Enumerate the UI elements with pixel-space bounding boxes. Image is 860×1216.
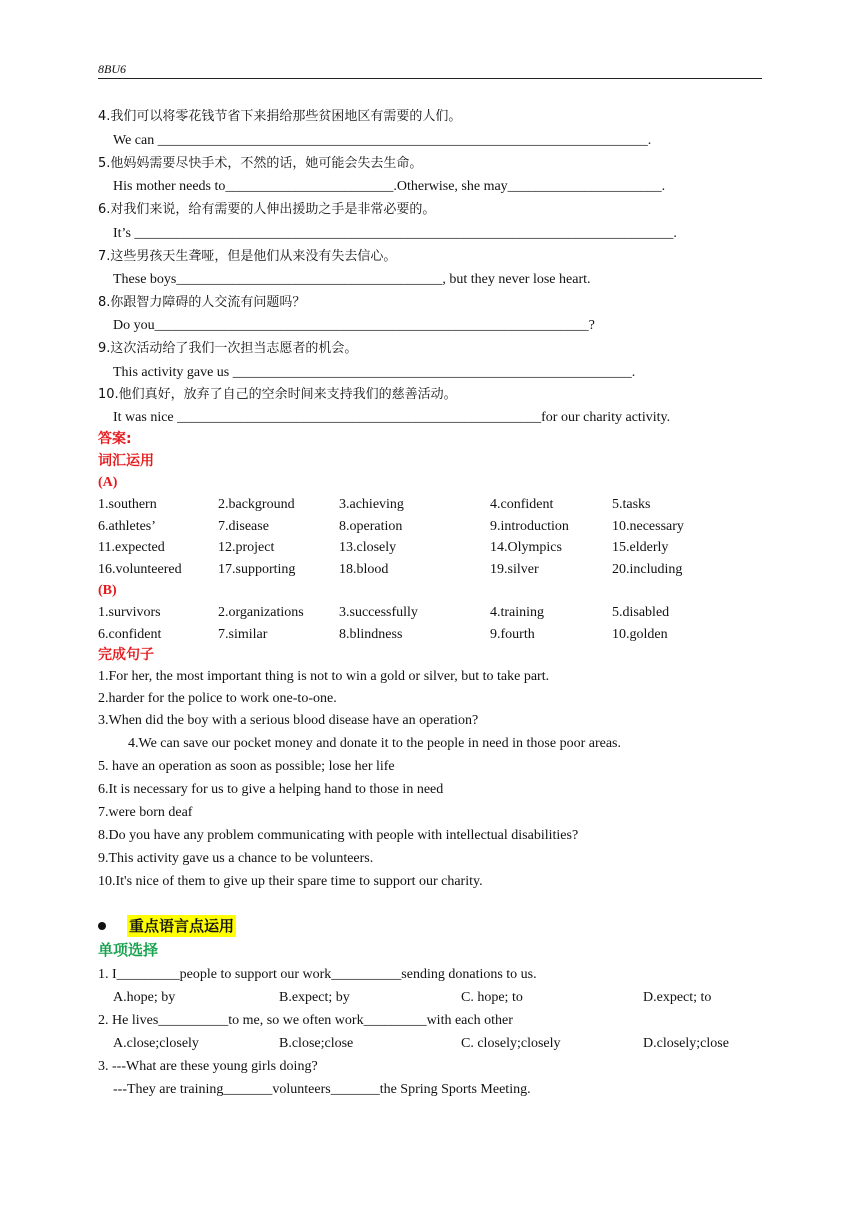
answer-item: 18.blood bbox=[339, 562, 389, 578]
mc-question: 2. He lives__________to me, so we often work_________with each other bbox=[98, 1013, 513, 1028]
answer-item: 2.background bbox=[218, 497, 295, 512]
complete-title: 完成句子 bbox=[98, 647, 154, 663]
part-a-grid bbox=[98, 494, 738, 581]
mc-option: B.expect; by bbox=[279, 990, 350, 1005]
sentence-blank: We can ______________________________________________________________________. bbox=[113, 133, 652, 148]
answer-item: 6.athletes’ bbox=[98, 518, 156, 534]
sentence-prompt: 10.他们真好，放弃了自己的空余时间来支持我们的慈善活动。 bbox=[98, 387, 457, 402]
answer-item: 10.golden bbox=[612, 626, 668, 642]
answer-item: 1.southern bbox=[98, 497, 157, 512]
answer-item: 5.tasks bbox=[612, 497, 651, 512]
sentence-prompt: 5.他妈妈需要尽快手术，不然的话，她可能会失去生命。 bbox=[98, 156, 423, 171]
answer-item: 19.silver bbox=[490, 562, 539, 578]
mc-option: B.close;close bbox=[279, 1036, 354, 1051]
complete-answer: 1.For her, the most important thing is not to win a gold or silver, but to take part. bbox=[98, 669, 550, 684]
answer-item: 8.operation bbox=[339, 518, 403, 534]
complete-answer: 8.Do you have any problem communicating with people with intellectual disabilities? bbox=[98, 828, 579, 843]
answer-item: 9.fourth bbox=[490, 626, 535, 642]
answer-item: 15.elderly bbox=[612, 540, 669, 556]
answer-item: 13.closely bbox=[339, 540, 397, 556]
sentence-blank: It was nice ____________________________________________________for our charity activity. bbox=[113, 410, 671, 425]
answer-item: 7.similar bbox=[218, 626, 268, 642]
sentence-prompt: 4.我们可以将零花钱节省下来捐给那些贫困地区有需要的人们。 bbox=[98, 109, 462, 124]
sentence-prompt: 9.这次活动给了我们一次担当志愿者的机会。 bbox=[98, 341, 358, 356]
complete-answer: 10.It's nice of them to give up their spare time to support our charity. bbox=[98, 874, 483, 889]
answer-item: 9.introduction bbox=[490, 518, 569, 534]
complete-answer: 6.It is necessary for us to give a helping hand to those in need bbox=[98, 782, 444, 797]
vocab-title: 词汇运用 bbox=[98, 453, 154, 469]
answer-item: 14.Olympics bbox=[490, 540, 562, 556]
sentence-prompt: 8.你跟智力障碍的人交流有问题吗？ bbox=[98, 295, 306, 310]
page-header: 8BU6 bbox=[98, 62, 126, 76]
complete-answer: 2.harder for the police to work one-to-one. bbox=[98, 691, 337, 706]
answer-item: 8.blindness bbox=[339, 626, 403, 642]
answer-item: 2.organizations bbox=[218, 605, 304, 620]
answer-item: 16.volunteered bbox=[98, 562, 182, 578]
complete-answer: 5. have an operation as soon as possible; lose her life bbox=[98, 759, 395, 774]
complete-answer: 3.When did the boy with a serious blood disease have an operation? bbox=[98, 713, 479, 728]
part-a-label: (A) bbox=[98, 475, 118, 490]
answer-item: 3.successfully bbox=[339, 605, 418, 620]
sentence-blank: These boys______________________________________, but they never lose heart. bbox=[113, 272, 591, 287]
mc-option: D.closely;close bbox=[643, 1036, 729, 1051]
complete-answer: 9.This activity gave us a chance to be volunteers. bbox=[98, 851, 374, 866]
sentence-blank: His mother needs to________________________.Otherwise, she may______________________. bbox=[113, 179, 666, 194]
answer-item: 17.supporting bbox=[218, 562, 296, 578]
header-divider bbox=[98, 78, 762, 79]
complete-answer: 7.were born deaf bbox=[98, 805, 193, 820]
answer-item: 3.achieving bbox=[339, 497, 404, 512]
answer-item: 7.disease bbox=[218, 518, 269, 534]
answer-item: 10.necessary bbox=[612, 518, 684, 534]
part-b-grid bbox=[98, 602, 738, 645]
answer-item: 4.training bbox=[490, 605, 545, 620]
sentence-blank: Do you______________________________________________________________? bbox=[113, 318, 595, 333]
bullet-icon bbox=[98, 922, 106, 930]
answer-item: 1.survivors bbox=[98, 605, 161, 620]
answer-row bbox=[98, 537, 738, 559]
answer-item: 11.expected bbox=[98, 540, 165, 556]
mc-option: C. hope; to bbox=[461, 990, 523, 1005]
mc-title: 单项选择 bbox=[98, 941, 159, 959]
answer-row bbox=[98, 559, 738, 581]
answer-item: 5.disabled bbox=[612, 605, 670, 620]
mc-option: A.hope; by bbox=[113, 990, 176, 1005]
answer-row bbox=[98, 494, 738, 516]
mc-option: A.close;closely bbox=[113, 1036, 199, 1051]
answer-item: 20.including bbox=[612, 562, 683, 578]
section-title: 重点语言点运用 bbox=[129, 917, 235, 935]
mc-question-line2: ---They are training_______volunteers_______the Spring Sports Meeting. bbox=[113, 1082, 531, 1097]
answer-item: 6.confident bbox=[98, 626, 162, 642]
answers-title: 答案: bbox=[98, 431, 132, 447]
mc-option: D.expect; to bbox=[643, 990, 712, 1005]
mc-options bbox=[113, 989, 753, 1007]
part-b-label: (B) bbox=[98, 583, 117, 598]
sentence-blank: It’s _____________________________________________________________________________. bbox=[113, 226, 677, 241]
answer-item: 12.project bbox=[218, 540, 275, 556]
sentence-prompt: 6.对我们来说，给有需要的人伸出援助之手是非常必要的。 bbox=[98, 202, 436, 217]
mc-option: C. closely;closely bbox=[461, 1036, 561, 1051]
answer-row bbox=[98, 516, 738, 538]
mc-question: 1. I_________people to support our work__________sending donations to us. bbox=[98, 967, 537, 982]
sentence-prompt: 7.这些男孩天生聋哑，但是他们从来没有失去信心。 bbox=[98, 249, 397, 264]
answer-item: 4.confident bbox=[490, 497, 554, 512]
mc-question: 3. ---What are these young girls doing? bbox=[98, 1059, 318, 1074]
answer-row bbox=[98, 624, 738, 646]
answer-row bbox=[98, 602, 738, 624]
complete-answer: 4.We can save our pocket money and donate it to the people in need in those poor areas. bbox=[128, 736, 621, 751]
sentence-blank: This activity gave us _________________________________________________________. bbox=[113, 365, 636, 380]
mc-options bbox=[113, 1035, 753, 1053]
